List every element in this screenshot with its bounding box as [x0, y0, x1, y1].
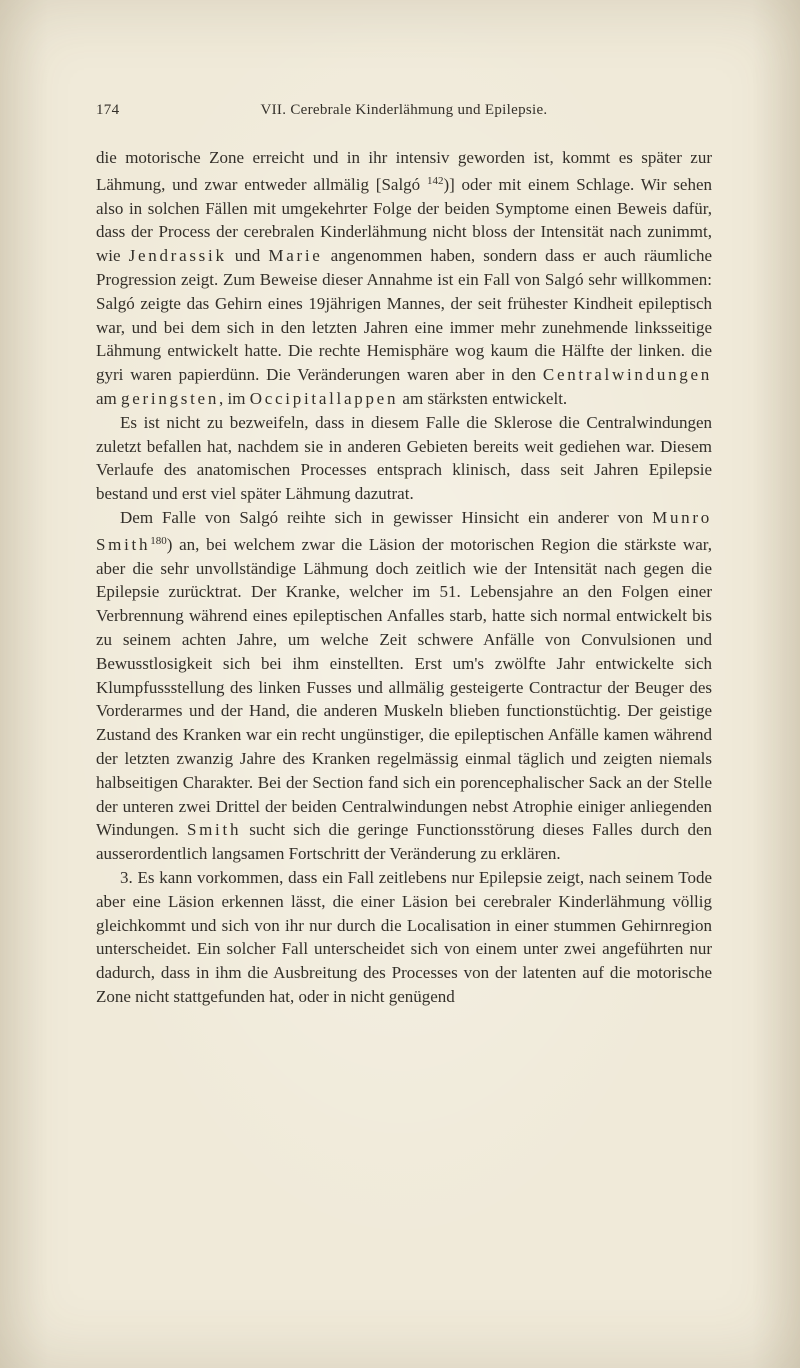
paragraph [96, 411, 712, 506]
text-segment: Marie [268, 246, 323, 266]
text-segment: am stärksten entwickelt. [398, 388, 568, 408]
paragraph [96, 866, 712, 1009]
text-segment: )] oder mit einem Schlage. Wir sehen also in solchen Fällen mit umgekehrter Folge der beiden Symptome einen Beweis dafür, dass der Process der cerebralen Kinderlähmung nicht bloss der Intensität nach zunimmt, wie [96, 174, 712, 266]
text-segment: Dem Falle von Salgó reihte sich in gewisser Hinsicht ein anderer von [120, 507, 653, 527]
text-segment: Es ist nicht zu bezweifeln, dass in diesem Falle die Sklerose die Centralwindungen zuletzt befallen hat, nachdem sie in anderen Gebieten bereits weit gediehen war. Diesem Verlaufe des anatomischen Processes entsprach klinisch, dass seit Jahren Epilepsie bestand und erst viel später Lähmung dazutrat. [96, 412, 712, 504]
page-number: 174 [96, 102, 120, 118]
text-segment: und [226, 246, 269, 266]
footnote-reference: 180 [150, 534, 167, 547]
text-segment: die motorische Zone erreicht und in ihr intensiv geworden ist, kommt es später zur Lähmung, und zwar entweder allmälig [Salgó [96, 148, 712, 194]
text-segment: Munro Smith [96, 507, 712, 554]
running-title: VII. Cerebrale Kinderlähmung und Epilepsie. [260, 102, 548, 118]
text-segment: Centralwindungen [542, 365, 712, 385]
text-segment: 3. Es kann vorkommen, dass ein Fall zeitlebens nur Epilepsie zeigt, nach seinem Tode aber eine Läsion erkennen lässt, die einer Läsion bei cerebraler Kinderlähmung völlig gleichkommt und sich von ihr nur durch die Localisation in einer stummen Gehirnregion unterscheidet. Ein solcher Fall unterscheidet sich von einem unter zwei angeführten nur dadurch, dass in ihm die Ausbreitung des Processes von der latenten auf die motorische Zone nicht stattgefunden hat, oder in nicht genügend [96, 867, 712, 1006]
text-segment: , im [219, 388, 250, 408]
paragraph [96, 146, 712, 411]
paragraph [96, 506, 712, 866]
text-segment: sucht sich die geringe Functionsstörung dieses Falles durch den ausserordentlich langsamen Fortschritt der Veränderung zu erklären. [96, 820, 713, 864]
text-segment: ) an, bei welchem zwar die Läsion der motorischen Region die stärkste war, aber die sehr unvollständige Lähmung doch zeitlich wie der Intensität nach gegen die Epilepsie zurücktrat. Der Kranke, welcher im 51. Lebensjahre an den Folgen einer Verbrennung während eines epileptischen Anfalles starb, hatte sich normal entwickelt bis zu seinem achten Jahre, um welche Zeit schwere Anfälle von Convulsionen und Bewusstlosigkeit sich bei ihm einstellten. Erst um's zwölfte Jahr entwickelte sich Klumpfussstellung des linken Fusses und allmälig gesteigerte Contractur der Beuger des Vorderarmes und der Hand, die anderen Muskeln blieben functionstüchtig. Der geistige Zustand des Kranken war ein recht ungünstiger, die epileptischen Anfälle kamen während der letzten zwanzig Jahre des Kranken regelmässig einmal täglich und zeigten niemals halbseitigen Charakter. Bei der Section fand sich ein porencephalischer Sack an der Stelle der unteren zwei Drittel der beiden Centralwindungen nebst Atrophie einiger anliegenden Windungen. [96, 534, 712, 840]
text-segment: Occipitallappen [249, 388, 399, 408]
text-segment: Jendrassik [128, 246, 227, 266]
page-body [96, 146, 712, 1009]
page-header [96, 102, 712, 122]
footnote-reference: 142 [426, 174, 444, 187]
text-segment: Smith [186, 820, 242, 840]
text-segment: angenommen haben, sondern dass er auch räumliche Progression zeigt. Zum Beweise dieser Annahme ist ein Fall von Salgó sehr willkommen: Salgó zeigte das Gehirn eines 19jährigen Mannes, der seit frühester Kindheit epileptisch war, und bei dem sich in den letzten Jahren eine immer mehr zunehmende linksseitige Lähmung entwickelt hatte. Die rechte Hemisphäre wog kaum die Hälfte der linken. die gyri waren papierdünn. Die Veränderungen waren aber in den [96, 246, 712, 385]
text-segment: am [96, 388, 122, 408]
text-segment: geringsten [121, 388, 220, 408]
